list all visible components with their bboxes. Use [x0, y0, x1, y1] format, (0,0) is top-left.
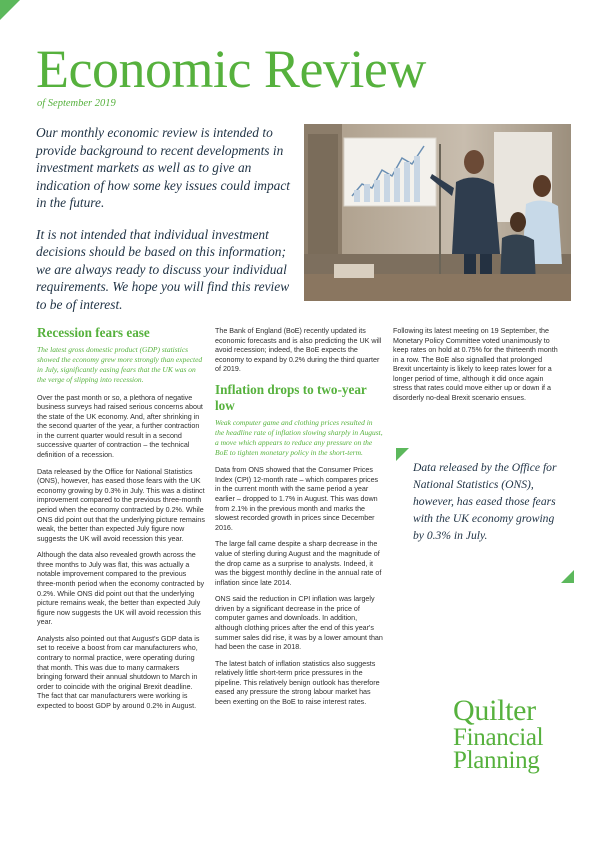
body-paragraph: The Bank of England (BoE) recently updated its economic forecasts and is also predicting the UK will avoid recession; indeed, the BoE expects the economy to expand by 0.2% during the third quarter of 2019. [215, 327, 382, 374]
quote-accent-top [396, 448, 409, 461]
intro-paragraph: Our monthly economic review is intended to provide background to recent developments in investment markets as well as to give an indication of how some key issues could impact in the future. [36, 125, 291, 211]
body-paragraph: ONS said the reduction in CPI inflation was largely driven by a significant decrease in the price of computer games and downloads. In addition, although clothing prices after the end of this year's summer sales did rise, it was by a lower amount than had been the case in 2018. [215, 595, 383, 652]
body-paragraph: Data from ONS showed that the Consumer Prices Index (CPI) 12-month rate – which compares prices in the current month with the same period a year earlier – dropped to 1.7% in August. This was down from 2.1% in the previous month and marks the slowest recorded growth in prices since December 2016. [215, 466, 379, 532]
body-paragraph: Over the past month or so, a plethora of negative business surveys had raised serious concerns about the state of the UK economy. And, after shrinking in the second quarter of the year, a further contraction in the current quarter would result in a second successive quarter of contraction – the technical definition of a recession. [37, 393, 203, 460]
intro-paragraph: It is not intended that individual investment decisions should be based on this information; we are always ready to discuss your individual requirements. We hope you will find this review to be of interest. [36, 226, 290, 312]
body-paragraph: The large fall came despite a sharp decrease in the value of sterling during August and the magnitude of the drop came as a surprise to analysts. Indeed, it was the biggest monthly decline in the annual rate of inflation since late 2014. [215, 540, 382, 587]
brand-line-2: Planning [453, 747, 540, 775]
body-paragraph: Data released by the Office for National Statistics (ONS), however, has eased those fears with the UK economy growing by 0.3% in July. This was a distinct improvement compared to the previous three-month period when the economy contracted by 0.2%. While ONS did point out that the underlying picture remains weak, the better than expected July figure now suggests the UK will avoid recession this year. [37, 467, 205, 543]
body-paragraph: Following its latest meeting on 19 September, the Monetary Policy Committee voted unanimously to keep rates on hold at 0.75% for the thirteenth month in a row. The BoE also signalled that prolonged Brexit uncertainty is likely to keep rates lower for a longer period of time, although it did once again stress that rates could move either up or down if a disorderly no-deal Brexit scenario ensues. [393, 327, 558, 403]
body-paragraph: The latest batch of inflation statistics also suggests relatively little short-term price pressures in the pipeline. This relatively benign outlook has therefore eased any pressure the strong labour market has been exerting on the BoE to raise interest rates. [215, 659, 380, 707]
column-2 [215, 327, 383, 715]
section-heading: Inflation drops to two-year low [215, 381, 367, 413]
hero-photo [304, 124, 571, 301]
column-1 [37, 325, 205, 719]
body-paragraph: Although the data also revealed growth across the three months to July was flat, this was actually a notable improvement compared to the previous three-month period when the economy contracted by 0.2%. While ONS did point out that the underlying picture remains weak, the better than expected July figure now suggests the UK will avoid recession this year. [37, 551, 205, 627]
standfirst: The latest gross domestic product (GDP) statistics showed the economy grew more strongly than expected in July, significantly easing fears that the UK was on the verge of slipping into recession. [37, 344, 203, 385]
brand-name: Quilter [453, 694, 536, 727]
issue-date: of September 2019 [37, 98, 116, 109]
pull-quote: Data released by the Office for National Statistics (ONS), however, has eased those fears with the UK economy growing by 0.3% in July. [413, 461, 557, 542]
brand-logo [453, 694, 544, 775]
page-title: Economic Review [36, 39, 426, 99]
column-3 [393, 327, 561, 411]
brand-line-1: Financial [453, 723, 544, 751]
corner-accent [0, 0, 20, 20]
standfirst: Weak computer game and clothing prices resulted in the headline rate of inflation slowing sharply in August, a move which appears to reduce any pressure on the BoE to tighten monetary policy in the short-term. [215, 417, 383, 458]
body-paragraph: Analysts also pointed out that August's GDP data is set to receive a boost from car manufacturers who, contrary to normal practice, were operating during that month. This was due to many carmakers bringing forward their annual shutdown to March in order to coincide with the original Brexit deadline. The fact that car manufacturers were working is expected to boost GDP by around 0.2% in August. [37, 634, 200, 710]
section-heading: Recession fears ease [37, 325, 150, 340]
intro-text [36, 124, 294, 327]
quote-accent-bottom [561, 570, 574, 583]
meeting-presentation-image [304, 124, 571, 301]
